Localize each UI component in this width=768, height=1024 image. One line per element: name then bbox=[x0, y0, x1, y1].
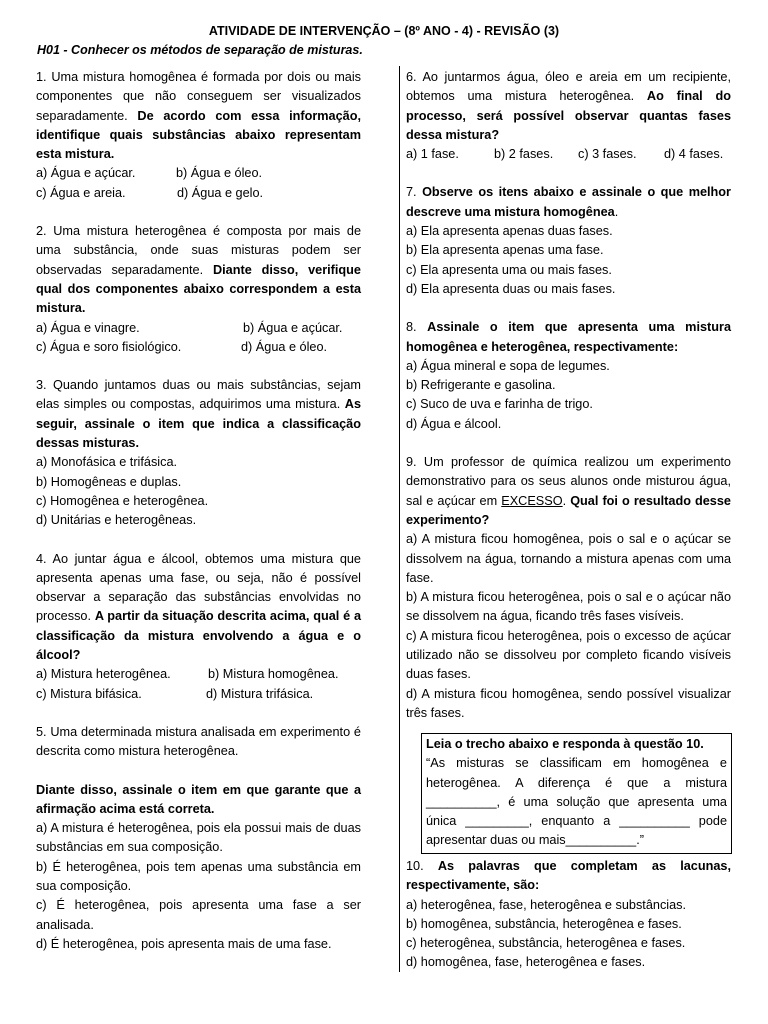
worksheet-title: ATIVIDADE DE INTERVENÇÃO – (8º ANO - 4) - REVISÃO (3) bbox=[208, 24, 560, 38]
question-9-command: Qual foi o resultado desse experimento? bbox=[406, 493, 731, 527]
question-10-stem bbox=[406, 857, 731, 896]
question-4-option-d[interactable]: d) Mistura trifásica. bbox=[206, 686, 314, 701]
question-2-options-ab bbox=[36, 319, 361, 338]
question-3-stem bbox=[36, 376, 361, 453]
question-4-option-b[interactable]: b) Mistura homogênea. bbox=[208, 667, 339, 682]
question-4-options-ab bbox=[36, 665, 361, 684]
question-4-stem bbox=[36, 550, 361, 666]
question-6-option-d[interactable]: d) 4 fases. bbox=[664, 147, 724, 162]
question-3-text: 3. Quando juntamos duas ou mais substâncias, sejam elas simples ou compostas, adquirimos uma mistura. bbox=[36, 378, 361, 412]
question-4-option-a[interactable]: a) Mistura heterogênea. bbox=[36, 667, 171, 682]
question-1-option-d[interactable]: d) Água e gelo. bbox=[177, 185, 264, 200]
left-column bbox=[36, 68, 361, 973]
question-2-option-c[interactable]: c) Água e soro fisiológico. bbox=[36, 339, 182, 354]
question-6-option-b[interactable]: b) 2 fases. bbox=[494, 147, 554, 162]
question-5-option-d[interactable]: d) É heterogênea, pois apresenta mais de uma fase. bbox=[36, 936, 332, 951]
question-4-options-cd bbox=[36, 685, 361, 704]
question-1 bbox=[36, 68, 361, 203]
question-7 bbox=[406, 183, 731, 299]
question-9-after: . bbox=[562, 493, 571, 508]
question-10 bbox=[406, 857, 731, 973]
question-6-text: 6. Ao juntarmos água, óleo e areia em um recipiente, obtemos uma mistura heterogênea. bbox=[406, 70, 731, 104]
question-9-stem bbox=[406, 453, 731, 530]
question-7-option-d[interactable]: d) Ela apresenta duas ou mais fases. bbox=[406, 281, 616, 296]
question-3-command: As seguir, assinale o item que indica a classificação dessas misturas. bbox=[36, 397, 361, 451]
question-8-option-d[interactable]: d) Água e álcool. bbox=[406, 416, 502, 431]
question-2-option-a[interactable]: a) Água e vinagre. bbox=[36, 320, 140, 335]
question-1-options-cd bbox=[36, 184, 361, 203]
question-7-command: Observe os itens abaixo e assinale o que melhor descreve uma mistura homogênea bbox=[406, 185, 731, 219]
question-3-option-d[interactable]: d) Unitárias e heterogêneas. bbox=[36, 513, 197, 528]
question-6-option-c[interactable]: c) 3 fases. bbox=[578, 147, 637, 162]
question-5-option-a[interactable]: a) A mistura é heterogênea, pois ela possui mais de duas substâncias em sua composição. bbox=[36, 821, 361, 855]
question-8-number: 8. bbox=[406, 320, 428, 335]
question-7-option-c[interactable]: c) Ela apresenta uma ou mais fases. bbox=[406, 262, 612, 277]
question-8-option-a[interactable]: a) Água mineral e sopa de legumes. bbox=[406, 358, 610, 373]
question-8-stem bbox=[406, 318, 731, 357]
question-2-option-b[interactable]: b) Água e açúcar. bbox=[243, 320, 343, 335]
question-6-command: Ao final do processo, será possível observar quantas fases dessa mistura? bbox=[406, 89, 731, 142]
question-3 bbox=[36, 376, 361, 530]
question-9-option-c[interactable]: c) A mistura ficou heterogênea, pois o excesso de açúcar utilizado não se dissolveu por completo ficando visíveis duas fases. bbox=[406, 628, 731, 682]
question-10-command: As palavras que completam as lacunas, respectivamente, são: bbox=[406, 859, 731, 893]
question-10-option-c[interactable]: c) heterogênea, substância, heterogênea e fases. bbox=[406, 936, 686, 951]
question-4-text: 4. Ao juntar água e álcool, obtemos uma mistura que apresenta apenas uma fase, ou seja, não é possível observar a separação das substâncias envolvidas no processo. bbox=[36, 551, 361, 624]
question-1-option-c[interactable]: c) Água e areia. bbox=[36, 185, 126, 200]
question-1-option-b[interactable]: b) Água e óleo. bbox=[176, 166, 263, 181]
question-8 bbox=[406, 318, 731, 434]
question-2-options-cd bbox=[36, 338, 361, 357]
question-9-option-d[interactable]: d) A mistura ficou homogênea, sendo possível visualizar três fases. bbox=[406, 686, 731, 720]
question-2-command: Diante disso, verifique qual dos componentes abaixo correspondem a esta mistura. bbox=[36, 262, 361, 316]
question-1-text: 1. Uma mistura homogênea é formada por dois ou mais componentes que não conseguem ser visualizados separadamente. bbox=[36, 70, 361, 123]
question-7-option-b[interactable]: b) Ela apresenta apenas uma fase. bbox=[406, 243, 604, 258]
question-7-stem bbox=[406, 183, 731, 222]
question-9-option-a[interactable]: a) A mistura ficou homogênea, pois o sal e o açúcar se dissolvem na água, tornando a mistura apenas com uma fase. bbox=[406, 532, 731, 585]
question-5-text: 5. Uma determinada mistura analisada em experimento é descrita como mistura heterogênea. bbox=[36, 724, 361, 759]
question-6-option-a[interactable]: a) 1 fase. bbox=[406, 147, 459, 162]
question-1-options-ab bbox=[36, 164, 361, 183]
question-9 bbox=[406, 453, 731, 723]
question-9-text: 9. Um professor de química realizou um experimento demonstrativo para os seus alunos onde misturou água, sal e açúcar em bbox=[406, 455, 731, 508]
question-3-option-a[interactable]: a) Monofásica e trifásica. bbox=[36, 455, 178, 470]
question-10-option-b[interactable]: b) homogênea, substância, heterogênea e fases. bbox=[406, 916, 682, 931]
question-7-end: . bbox=[614, 204, 619, 219]
question-10-option-d[interactable]: d) homogênea, fase, heterogênea e fases. bbox=[406, 955, 646, 970]
question-5 bbox=[36, 723, 361, 954]
question-8-option-c[interactable]: c) Suco de uva e farinha de trigo. bbox=[406, 397, 593, 412]
question-4-command: A partir da situação descrita acima, qual é a classificação da mistura envolvendo a água e o álcool? bbox=[36, 609, 361, 663]
question-9-option-b[interactable]: b) A mistura ficou heterogênea, pois o sal e o açúcar não se dissolvem na água, ficando três fases visíveis. bbox=[406, 590, 731, 624]
skill-descriptor: H01 - Conhecer os métodos de separação de misturas. bbox=[37, 43, 363, 57]
question-5-command: Diante disso, assinale o item em que garante que a afirmação acima está correta. bbox=[36, 782, 361, 816]
column-divider bbox=[399, 66, 400, 972]
question-1-command: De acordo com essa informação, identifique quais substâncias abaixo representam esta mistura. bbox=[36, 108, 361, 162]
question-2-stem bbox=[36, 222, 361, 318]
question-6-stem bbox=[406, 68, 731, 145]
question-3-option-b[interactable]: b) Homogêneas e duplas. bbox=[36, 474, 182, 489]
reading-excerpt-box bbox=[421, 733, 732, 854]
question-2 bbox=[36, 222, 361, 357]
question-7-option-a[interactable]: a) Ela apresenta apenas duas fases. bbox=[406, 224, 613, 239]
question-5-option-c[interactable]: c) É heterogênea, pois apresenta uma fase a ser analisada. bbox=[36, 898, 361, 932]
question-2-option-d[interactable]: d) Água e óleo. bbox=[241, 339, 328, 354]
question-2-text: 2. Uma mistura heterogênea é composta por mais de uma substância, onde suas misturas podem ser observadas separadamente. bbox=[36, 224, 361, 277]
question-5-option-b[interactable]: b) É heterogênea, pois tem apenas uma substância em sua composição. bbox=[36, 859, 361, 893]
question-6 bbox=[406, 68, 731, 164]
question-10-option-a[interactable]: a) heterogênea, fase, heterogênea e substâncias. bbox=[406, 897, 687, 912]
question-6-options bbox=[406, 145, 731, 164]
question-10-number: 10. bbox=[406, 859, 438, 873]
question-7-number: 7. bbox=[406, 185, 423, 200]
question-8-command: Assinale o item que apresenta uma mistura homogênea e heterogênea, respectivamente: bbox=[406, 320, 732, 354]
question-4 bbox=[36, 550, 361, 704]
question-1-stem bbox=[36, 68, 361, 164]
question-4-option-c[interactable]: c) Mistura bifásica. bbox=[36, 686, 142, 701]
question-1-option-a[interactable]: a) Água e açúcar. bbox=[36, 166, 136, 181]
reading-excerpt-text: “As misturas se classificam em homogênea e heterogênea. A diferença é que a mistura __________, é uma solução que apresenta uma única _________, enquanto a __________ pode apresentar duas ou mais__________.” bbox=[426, 756, 727, 848]
question-9-underlined-word: EXCESSO bbox=[501, 493, 563, 508]
question-3-option-c[interactable]: c) Homogênea e heterogênea. bbox=[36, 493, 209, 508]
question-8-option-b[interactable]: b) Refrigerante e gasolina. bbox=[406, 378, 556, 393]
reading-excerpt-title: Leia o trecho abaixo e responda à questão 10. bbox=[426, 737, 704, 751]
right-column bbox=[406, 68, 731, 742]
